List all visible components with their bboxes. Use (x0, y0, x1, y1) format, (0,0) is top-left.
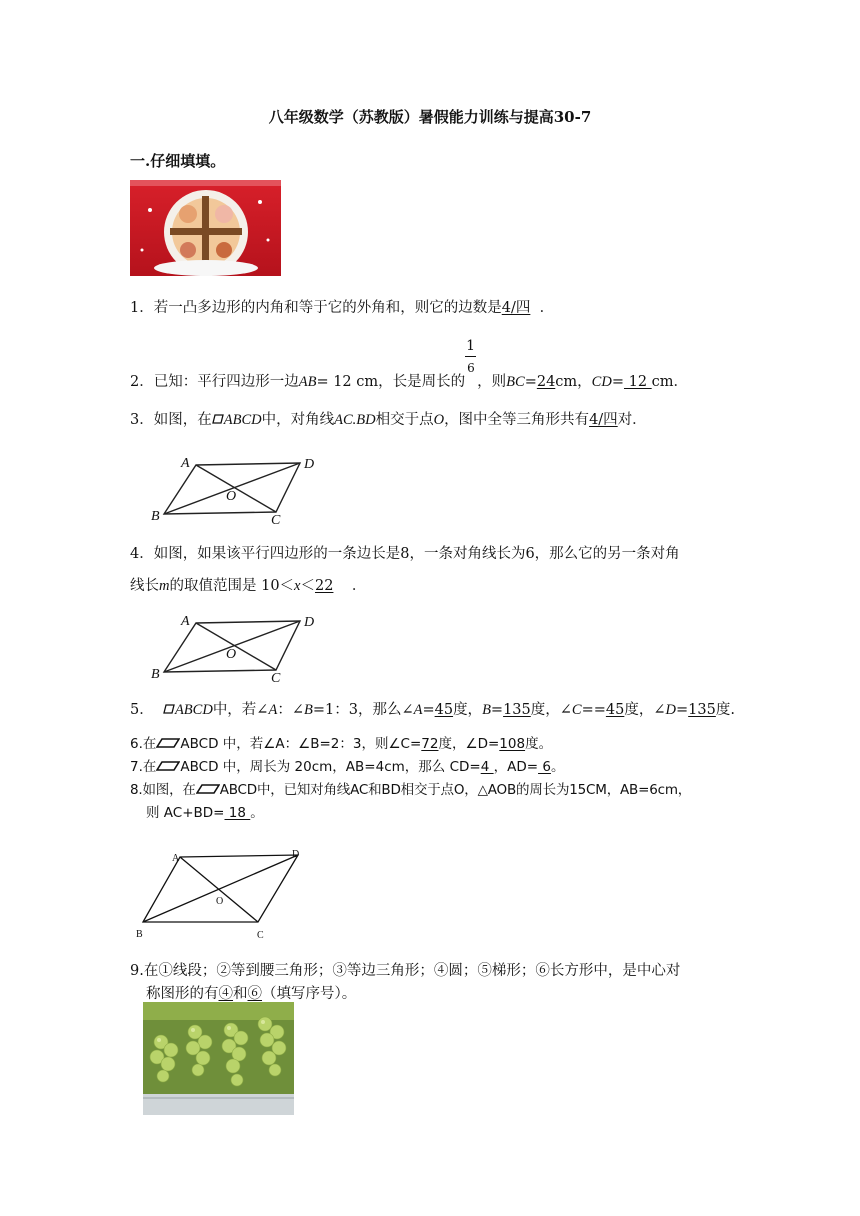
q5-var-b2: B (482, 702, 491, 718)
label-o: O (226, 647, 237, 662)
q5-text-8: 度，∠ (530, 702, 572, 718)
q1-text: 1．若一凸多边形的内角和等于它的外角和，则它的边数是 (130, 300, 502, 316)
q3-var-abcd: ABCD (223, 412, 262, 428)
q6-text-4: 度。 (525, 736, 553, 752)
q2-text-5: cm， (555, 374, 592, 390)
q9-answer-2: ⑥ (247, 986, 262, 1002)
fraction-numerator: 1 (466, 338, 476, 354)
q7-text-1: 7.在 (130, 759, 157, 775)
q7-text-4: 。 (550, 759, 565, 775)
q5-var-c: C (571, 702, 582, 718)
label-b: B (151, 667, 160, 682)
label-b: B (151, 509, 160, 524)
parallelogram-figure-2 (148, 608, 328, 688)
q5-answer-d: 135 (688, 702, 716, 718)
section-heading: 一.仔细填填。 (130, 152, 226, 170)
label-a: A (181, 456, 190, 471)
q5-text-7: = (490, 702, 504, 718)
label-c: C (271, 513, 281, 528)
question-3 (130, 410, 647, 430)
parallelogram-figure-1 (148, 450, 328, 530)
question-5 (130, 700, 735, 720)
q2-text-3: ，则 (477, 374, 507, 390)
q6-text-1: 6.在 (130, 736, 157, 752)
q4-var-m: m (159, 578, 170, 594)
question-1 (130, 298, 554, 318)
q2-text-1: 2．已知：平行四边形一边 (130, 374, 299, 390)
label-d: D (292, 849, 300, 860)
q5-answer-b: 135 (503, 702, 531, 718)
q5-text-3: ：∠ (277, 702, 304, 718)
question-6 (130, 734, 552, 754)
q6-text-3: 度，∠D= (438, 736, 500, 752)
q2-answer-cd: 12 (623, 374, 652, 390)
q5-text-9: == (581, 702, 606, 718)
parallelogram-icon (163, 704, 175, 714)
q4-text-2: 的取值范围是 10＜ (169, 578, 295, 594)
q5-var-b: B (303, 702, 313, 718)
q4-text-3: ＜ (300, 578, 315, 594)
grapes-photo (143, 1002, 294, 1115)
q5-answer-c: 45 (605, 702, 625, 718)
question-2 (130, 338, 689, 392)
q1-end: ． (539, 300, 555, 316)
question-9-line-1: 9.在①线段；②等到腰三角形；③等边三角形；④圆；⑤梯形；⑥长方形中，是中心对 (130, 963, 681, 979)
q3-text-4: ，图中全等三角形共有 (444, 412, 590, 428)
q3-text-3: 相交于点 (375, 412, 434, 428)
q5-var-d: D (665, 702, 676, 718)
q3-var-o: O (433, 412, 445, 428)
q8-text-2: ABCD中，已知对角线AC和BD相交于点O，△AOB的周长为15CM，AB=6cm， (219, 782, 692, 798)
q2-fraction (465, 338, 477, 386)
q5-text-1: 5． (130, 702, 154, 718)
q2-var-ab: AB (298, 374, 317, 390)
parallelogram-figure-3 (130, 845, 320, 945)
label-d: D (304, 615, 315, 630)
q4-answer: 22 (314, 578, 334, 594)
q5-answer-a: 45 (434, 702, 454, 718)
label-c: C (271, 671, 281, 686)
q3-text-5: 对． (617, 412, 647, 428)
q5-var-abcd: ABCD (174, 702, 213, 718)
label-b: B (136, 929, 143, 940)
q6-answer-d: 108 (499, 736, 526, 752)
q2-answer-bc: 24 (536, 374, 556, 390)
q9-text-3: （填写序号）。 (262, 986, 357, 1002)
q9-text-1: 称图形的有 (146, 986, 219, 1002)
q9-answer-1: ④ (218, 986, 233, 1002)
q7-answer-cd: 4 (480, 759, 494, 775)
q7-text-2: ABCD 中，周长为 20cm，AB=4cm，那么 CD= (180, 759, 481, 775)
parallelogram-icon (156, 738, 180, 748)
q6-answer-c: 72 (421, 736, 439, 752)
q8-answer: 18 (224, 805, 251, 821)
q4-var-x: x (294, 578, 301, 594)
q8-text-4: 。 (250, 805, 264, 821)
q2-text-2: = 12 cm，长是周长的 (316, 374, 466, 390)
q5-var-a2: A (413, 702, 423, 718)
q2-text-6: = (611, 374, 624, 390)
question-4-line-1: 4．如图，如果该平行四边形的一条边长是8，一条对角线长为6，那么它的另一条对角 (130, 546, 680, 562)
question-9-line-2 (146, 984, 356, 1004)
q3-text-1: 3．如图，在 (130, 412, 212, 428)
q4-text-1: 线长 (130, 578, 159, 594)
label-c: C (257, 930, 264, 941)
q8-text-3: 则 AC+BD= (146, 805, 225, 821)
q2-var-cd: CD (591, 374, 612, 390)
question-8-line-2 (146, 803, 264, 823)
q2-text-4: = (524, 374, 537, 390)
q5-text-12: 度. (715, 702, 735, 718)
q5-var-a: A (268, 702, 278, 718)
q5-text-5: = (422, 702, 435, 718)
label-d: D (304, 457, 315, 472)
holiday-illustration (130, 180, 281, 276)
parallelogram-icon (156, 761, 180, 771)
q3-var-acbd: AC.BD (334, 412, 376, 428)
parallelogram-icon (196, 784, 220, 794)
q6-text-2: ABCD 中，若∠A：∠B=2：3，则∠C= (180, 736, 422, 752)
question-8-line-1 (130, 780, 691, 800)
q9-text-2: 和 (233, 986, 248, 1002)
label-o: O (216, 896, 224, 907)
label-a: A (181, 614, 190, 629)
q2-text-7: cm． (651, 374, 689, 390)
q5-text-6: 度， (453, 702, 483, 718)
q8-text-1: 8.如图，在 (130, 782, 196, 798)
q3-answer: 4/四 (589, 412, 618, 428)
question-7 (130, 757, 564, 777)
q5-text-11: = (676, 702, 689, 718)
q5-text-4: =1：3，那么∠ (312, 702, 414, 718)
page-title: 八年级数学（苏教版）暑假能力训练与提高30-7 (268, 108, 592, 126)
q3-text-2: 中，对角线 (261, 412, 335, 428)
q7-answer-ad: 6 (538, 759, 551, 775)
fraction-denominator: 6 (467, 361, 475, 375)
q5-text-10: 度，∠ (624, 702, 666, 718)
question-4-line-2 (130, 576, 366, 596)
q1-answer: 4/四 (501, 300, 531, 316)
q5-text-2: 中，若∠ (212, 702, 269, 718)
parallelogram-icon (212, 414, 224, 424)
label-a: A (172, 853, 180, 864)
q4-text-4: ． (351, 578, 367, 594)
q7-text-3: ，AD= (493, 759, 539, 775)
q2-var-bc: BC (506, 374, 525, 390)
label-o: O (226, 489, 237, 504)
